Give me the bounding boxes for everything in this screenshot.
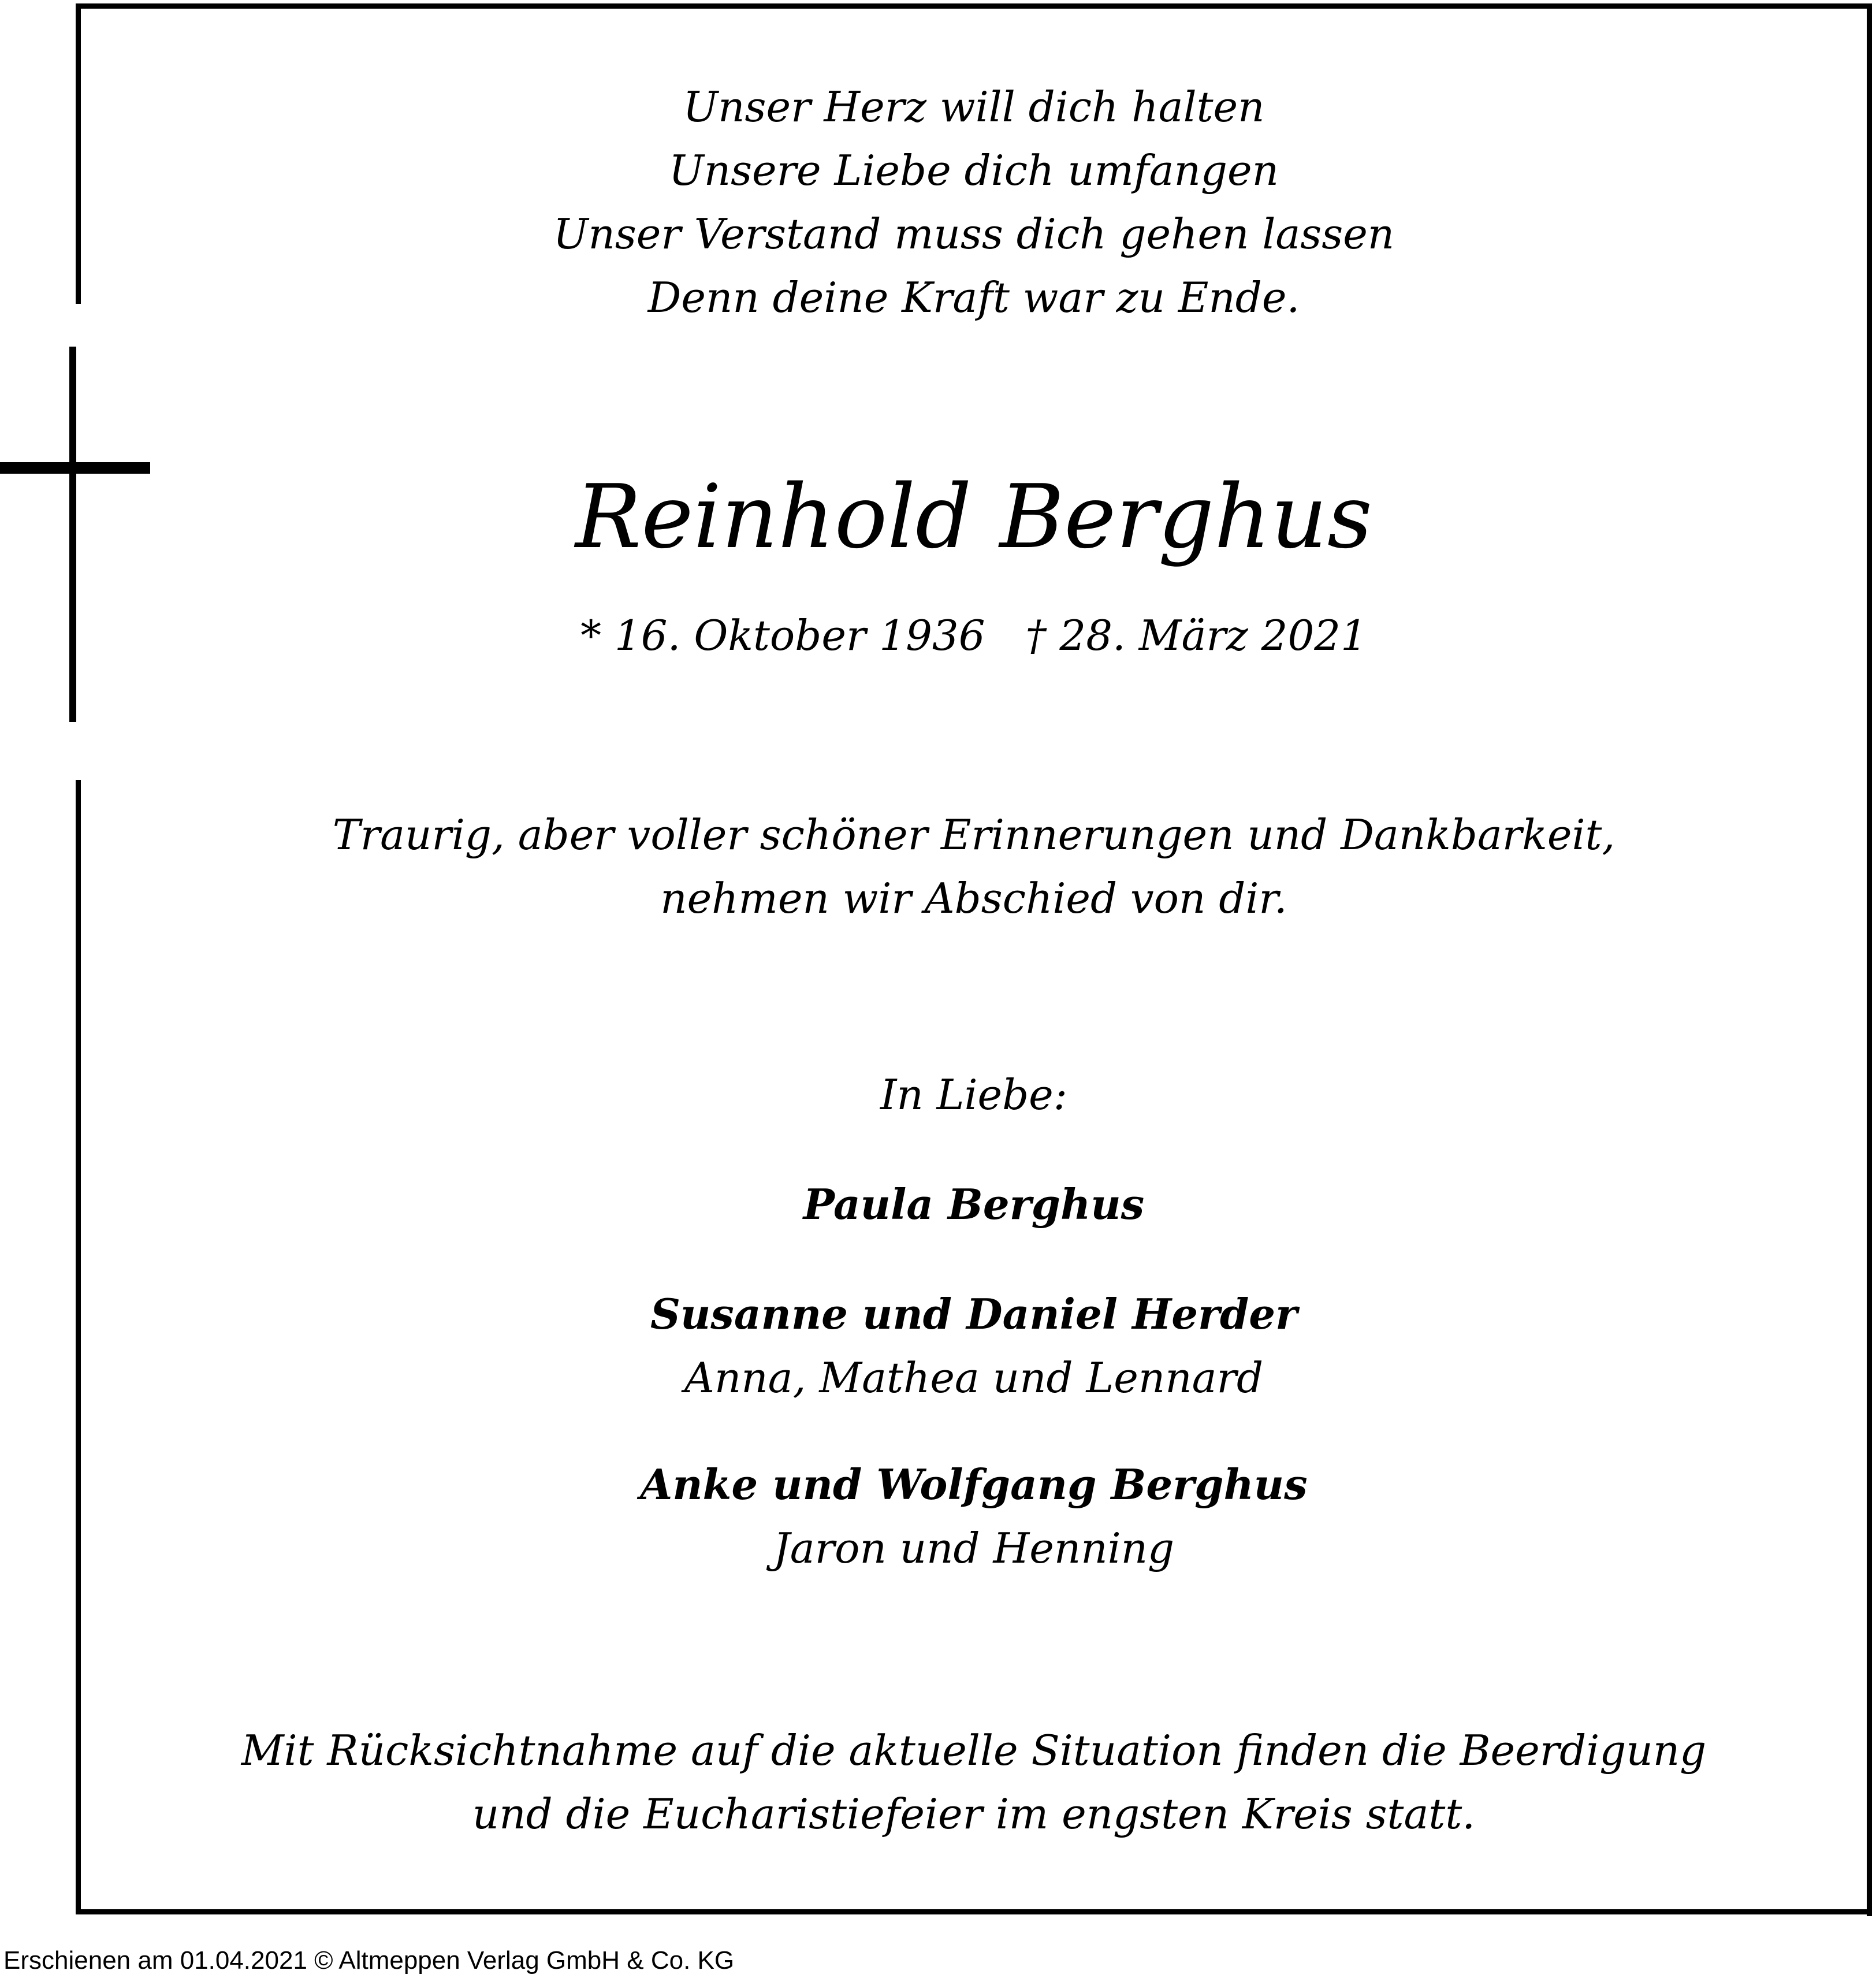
poem xyxy=(81,75,1867,329)
mourner-group xyxy=(81,1453,1867,1580)
life-dates xyxy=(81,604,1867,667)
frame-bottom-border xyxy=(76,1909,1872,1914)
farewell-text xyxy=(81,803,1867,930)
mourner-group xyxy=(81,1282,1867,1410)
poem-line: Unser Verstand muss dich gehen lassen xyxy=(553,210,1395,258)
funeral-note-line: und die Eucharistiefeier im engsten Kreis statt. xyxy=(472,1790,1476,1838)
mourners-intro: In Liebe: xyxy=(880,1070,1068,1119)
mourner-names: Anke und Wolfgang Berghus xyxy=(640,1460,1308,1509)
frame-left-border-lower xyxy=(76,780,81,1914)
frame-right-border xyxy=(1867,3,1872,1916)
mourner-names: Paula Berghus xyxy=(803,1180,1145,1229)
publication-footer: Erschienen am 01.04.2021 © Altmeppen Verlag GmbH & Co. KG xyxy=(3,1946,735,1975)
deceased-name: Reinhold Berghus xyxy=(575,466,1372,568)
funeral-note-line: Mit Rücksichtnahme auf die aktuelle Situation finden die Beerdigung xyxy=(241,1726,1707,1775)
mourner-names: Susanne und Daniel Herder xyxy=(650,1289,1298,1339)
mourner-children: Jaron und Henning xyxy=(773,1524,1175,1572)
funeral-note xyxy=(81,1719,1867,1846)
mourner-children: Anna, Mathea und Lennard xyxy=(684,1354,1264,1402)
poem-line: Unser Herz will dich halten xyxy=(683,83,1265,131)
mourner-group xyxy=(81,1173,1867,1236)
death-date: † 28. März 2021 xyxy=(1025,611,1367,660)
frame-top-border xyxy=(76,3,1872,9)
poem-line: Denn deine Kraft war zu Ende. xyxy=(647,273,1300,322)
birth-date: * 16. Oktober 1936 xyxy=(580,611,985,660)
poem-line: Unsere Liebe dich umfangen xyxy=(669,146,1279,195)
frame-left-border-upper xyxy=(76,3,81,304)
farewell-line: Traurig, aber voller schöner Erinnerungen und Dankbarkeit, xyxy=(332,810,1616,859)
farewell-line: nehmen wir Abschied von dir. xyxy=(660,874,1287,923)
